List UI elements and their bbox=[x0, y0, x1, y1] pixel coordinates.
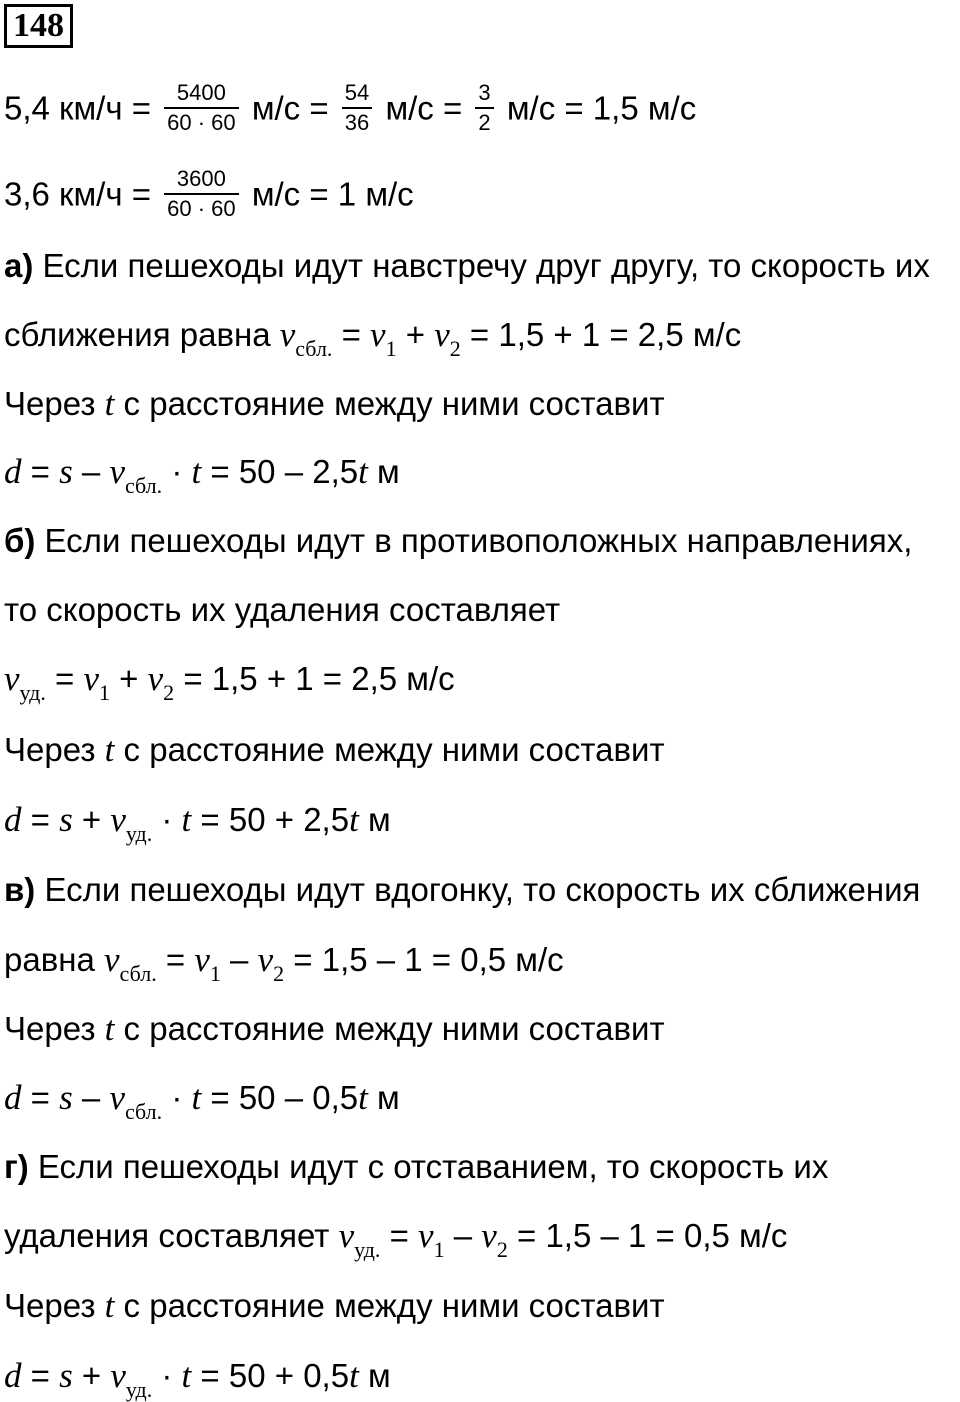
part-c-line-2: равна $v_{сбл.} = v_1 - v_2 = 1,5 - 1 = 0,5$ м/с bbox=[4, 940, 564, 986]
fraction-5400: $\frac{5400}{60 \cdot 60}$ bbox=[164, 79, 239, 137]
part-c-line-3: Через t с расстояние между ними составит bbox=[4, 1009, 665, 1048]
fraction-54: $\frac{54}{36}$ bbox=[342, 79, 372, 137]
part-g-line-1: г) Если пешеходы идут с отставанием, то скорость их bbox=[4, 1148, 829, 1185]
part-b-line-2: то скорость их удаления составляет bbox=[4, 591, 561, 628]
part-a-line-2: сближения равна $v_{сбл.} = v_1 + v_2 = 1,5 + 1 = 2,5$ м/с bbox=[4, 315, 742, 361]
fraction-3-2: $\frac{3}{2}$ bbox=[475, 79, 493, 137]
part-c-formula: $d = s - v_{сбл.} \cdot t = 50 - 0,5t$ м bbox=[4, 1078, 400, 1124]
part-b-line-1: б) Если пешеходы идут в противоположных направлениях, bbox=[4, 522, 913, 559]
problem-number: 148 bbox=[4, 4, 73, 48]
part-g-formula: $d = s + v_{уд.} \cdot t = 50 + 0,5t$ м bbox=[4, 1356, 391, 1402]
part-b-line-4: Через t с расстояние между ними составит bbox=[4, 730, 665, 769]
fraction-3600: $\frac{3600}{60 \cdot 60}$ bbox=[164, 165, 239, 223]
part-g-line-3: Через t с расстояние между ними составит bbox=[4, 1286, 665, 1325]
part-a-formula: $d = s - v_{сбл.} \cdot t = 50 - 2,5t$ м bbox=[4, 452, 400, 498]
part-a-line-1: а) Если пешеходы идут навстречу друг другу, то скорость их bbox=[4, 247, 930, 284]
part-b-formula: $d = s + v_{уд.} \cdot t = 50 + 2,5t$ м bbox=[4, 800, 391, 846]
conversion-line-2: 3,6 км/ч = $\frac{3600}{60 \cdot 60}$ м/с = 1 м/с bbox=[4, 166, 414, 221]
conversion-line-1: 5,4 км/ч = $\frac{5400}{60 \cdot 60}$ м/с = $\frac{54}{36}$ м/с = $\frac{3}{2}$ м/с = 1,5 м/с bbox=[4, 80, 697, 135]
part-a-line-3: Через t с расстояние между ними составит bbox=[4, 384, 665, 423]
part-g-line-2: удаления составляет $v_{уд.} = v_1 - v_2 = 1,5 - 1 = 0,5$ м/с bbox=[4, 1216, 788, 1262]
part-c-line-1: в) Если пешеходы идут вдогонку, то скорость их сближения bbox=[4, 871, 921, 908]
part-b-line-3: $v_{уд.} = v_1 + v_2 = 1,5 + 1 = 2,5$ м/с bbox=[4, 659, 455, 705]
